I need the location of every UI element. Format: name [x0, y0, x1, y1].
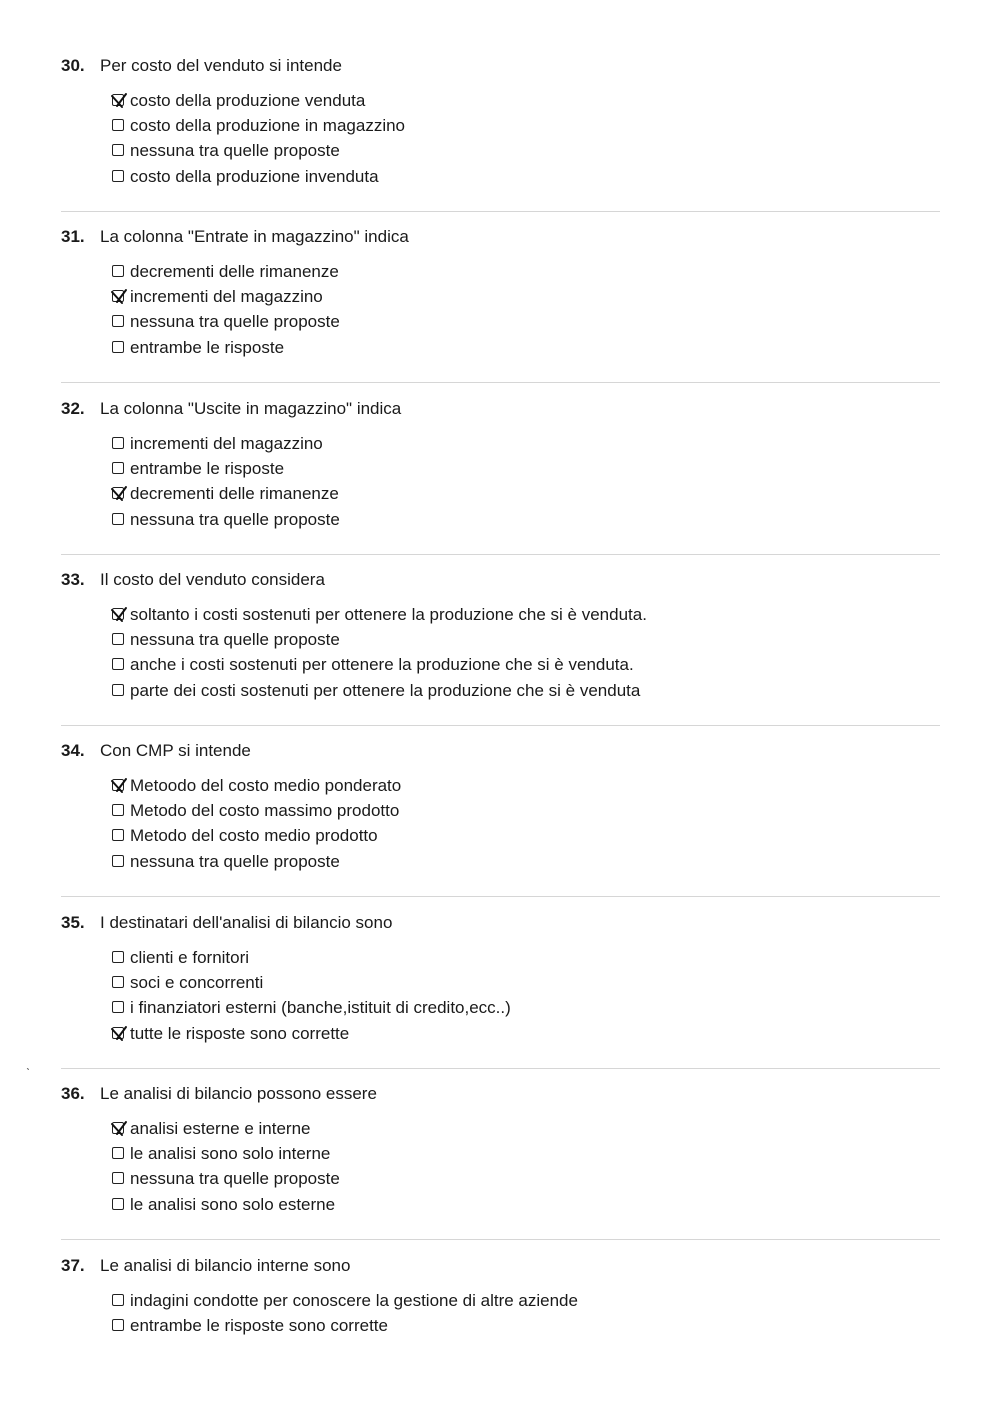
question-number: 37. — [61, 1256, 85, 1275]
checkbox[interactable] — [112, 170, 124, 182]
answer-option-label: nessuna tra quelle proposte — [130, 312, 340, 332]
question-divider — [61, 211, 940, 212]
checkbox[interactable] — [112, 951, 124, 963]
checkbox[interactable] — [112, 658, 124, 670]
answer-option-label: nessuna tra quelle proposte — [130, 630, 340, 650]
question-text: Con CMP si intende — [100, 741, 251, 760]
question-divider — [61, 725, 940, 726]
checkbox[interactable] — [112, 829, 124, 841]
answer-option-label: Metoodo del costo medio ponderato — [130, 776, 402, 795]
question-divider — [61, 382, 940, 383]
answer-option-label: Metodo del costo massimo prodotto — [130, 801, 400, 821]
question-number: 32. — [61, 399, 85, 418]
checkmark-icon — [107, 604, 131, 628]
checkbox[interactable] — [112, 265, 124, 277]
question-number: 34. — [61, 741, 85, 760]
answer-option-label: soltanto i costi sostenuti per ottenere la produzione che si è venduta. — [130, 605, 647, 624]
checked-checkbox[interactable] — [112, 779, 124, 791]
checked-checkbox[interactable] — [112, 1027, 124, 1039]
checked-checkbox[interactable] — [112, 487, 124, 499]
question-text: Il costo del venduto considera — [100, 570, 325, 589]
answer-option-label: Metodo del costo medio prodotto — [130, 826, 378, 846]
answer-option-label: anche i costi sostenuti per ottenere la produzione che si è venduta. — [130, 655, 634, 675]
checkbox[interactable] — [112, 1001, 124, 1013]
answer-option-label: analisi esterne e interne — [130, 1119, 311, 1138]
answer-option-label: costo della produzione in magazzino — [130, 116, 406, 136]
question-text: Le analisi di bilancio interne sono — [100, 1256, 351, 1275]
answer-option-label: nessuna tra quelle proposte — [130, 1169, 340, 1189]
checkbox[interactable] — [112, 633, 124, 645]
checked-checkbox[interactable] — [112, 290, 124, 302]
answer-option-label: le analisi sono solo esterne — [130, 1194, 336, 1214]
checkbox[interactable] — [112, 1198, 124, 1210]
question-header — [61, 227, 409, 247]
question-header — [61, 570, 325, 590]
checkmark-icon — [107, 90, 131, 114]
checkmark-icon — [107, 775, 131, 799]
answer-option-label: le analisi sono solo interne — [130, 1144, 331, 1164]
checkbox[interactable] — [112, 462, 124, 474]
checkbox[interactable] — [112, 315, 124, 327]
checkbox[interactable] — [112, 855, 124, 867]
question-number: 36. — [61, 1084, 85, 1103]
question-header — [61, 1256, 350, 1276]
stray-mark: ˋ — [26, 1066, 30, 1080]
answer-option-label: costo della produzione invenduta — [130, 166, 379, 186]
question-divider — [61, 896, 940, 897]
answer-option-label: entrambe le risposte — [130, 459, 285, 479]
answer-option-label: parte dei costi sostenuti per ottenere la produzione che si è venduta — [130, 680, 641, 700]
question-divider — [61, 1239, 940, 1240]
checkmark-icon — [107, 1023, 131, 1047]
question-number: 33. — [61, 570, 85, 589]
question-header — [61, 913, 392, 933]
answer-option-label: entrambe le risposte sono corrette — [130, 1316, 388, 1336]
checkbox[interactable] — [112, 976, 124, 988]
question-number: 35. — [61, 913, 85, 932]
answer-option-label: nessuna tra quelle proposte — [130, 141, 340, 161]
checkbox[interactable] — [112, 437, 124, 449]
checkbox[interactable] — [112, 1147, 124, 1159]
question-text: Per costo del venduto si intende — [100, 56, 342, 75]
answer-option-label: tutte le risposte sono corrette — [130, 1023, 350, 1043]
checkbox[interactable] — [112, 1172, 124, 1184]
checkmark-icon — [107, 483, 131, 507]
answer-option-label: nessuna tra quelle proposte — [130, 509, 340, 529]
question-text: I destinatari dell'analisi di bilancio sono — [100, 913, 393, 932]
answer-option-label: nessuna tra quelle proposte — [130, 851, 340, 871]
question-header — [61, 741, 251, 761]
checked-checkbox[interactable] — [112, 608, 124, 620]
answer-option-label: incrementi del magazzino — [130, 287, 323, 307]
answer-option-label: indagini condotte per conoscere la gestione di altre aziende — [130, 1291, 578, 1310]
answer-option-label: entrambe le risposte — [130, 337, 285, 357]
checkbox[interactable] — [112, 144, 124, 156]
question-header — [61, 56, 342, 76]
question-text: La colonna "Uscite in magazzino" indica — [100, 399, 402, 418]
checkmark-icon — [107, 286, 131, 310]
answer-option-label: costo della produzione venduta — [130, 91, 366, 110]
checkbox[interactable] — [112, 1294, 124, 1306]
answer-option-label: soci e concorrenti — [130, 973, 264, 993]
answer-option-label: incrementi del magazzino — [130, 434, 323, 453]
question-header — [61, 399, 401, 419]
checked-checkbox[interactable] — [112, 1122, 124, 1134]
question-number: 31. — [61, 227, 85, 246]
question-number: 30. — [61, 56, 85, 75]
checkbox[interactable] — [112, 119, 124, 131]
answer-option-label: decrementi delle rimanenze — [130, 484, 339, 504]
checkbox[interactable] — [112, 684, 124, 696]
question-text: La colonna "Entrate in magazzino" indica — [100, 227, 409, 246]
checkmark-icon — [107, 1118, 131, 1142]
answer-option-label: decrementi delle rimanenze — [130, 262, 339, 281]
question-divider — [61, 554, 940, 555]
question-divider — [61, 1068, 940, 1069]
answer-option-label: clienti e fornitori — [130, 948, 250, 967]
checkbox[interactable] — [112, 513, 124, 525]
question-header — [61, 1084, 377, 1104]
checked-checkbox[interactable] — [112, 94, 124, 106]
checkbox[interactable] — [112, 341, 124, 353]
checkbox[interactable] — [112, 804, 124, 816]
answer-option-label: i finanziatori esterni (banche,istituit di credito,ecc..) — [130, 998, 511, 1018]
question-text: Le analisi di bilancio possono essere — [100, 1084, 377, 1103]
checkbox[interactable] — [112, 1319, 124, 1331]
